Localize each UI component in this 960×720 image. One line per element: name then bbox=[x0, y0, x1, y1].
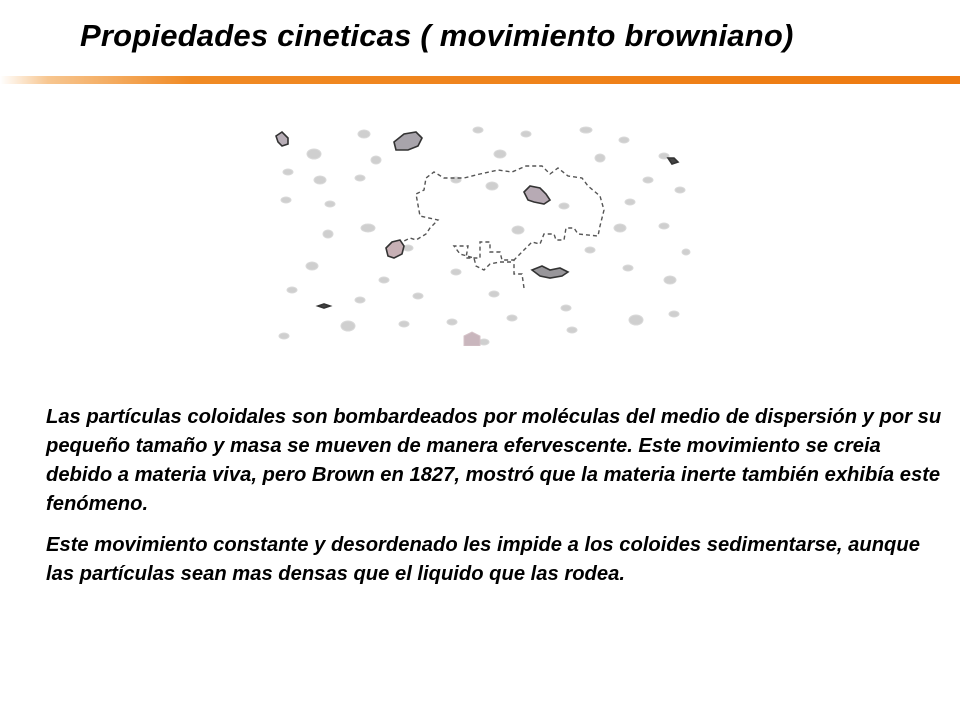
title-divider bbox=[0, 76, 960, 84]
paragraph-sedimentation: Este movimiento constante y desordenado les impide a los coloides sedimentarse, aunque las partículas sean mas densas que el liquido que las rodea. bbox=[46, 534, 920, 585]
body-text bbox=[46, 403, 946, 601]
brownian-motion-illustration-icon bbox=[268, 124, 692, 346]
slide-title: Propiedades cineticas ( movimiento browniano) bbox=[80, 18, 794, 53]
paragraph-brownian-description: Las partículas coloidales son bombardeados por moléculas del medio de dispersión y por su pequeño tamaño y masa se mueven de manera efervescente. Este movimiento se creia debido a materia viva, pero Brown en 1827, mostró que la materia inerte también exhibía este fenómeno. bbox=[46, 406, 942, 515]
